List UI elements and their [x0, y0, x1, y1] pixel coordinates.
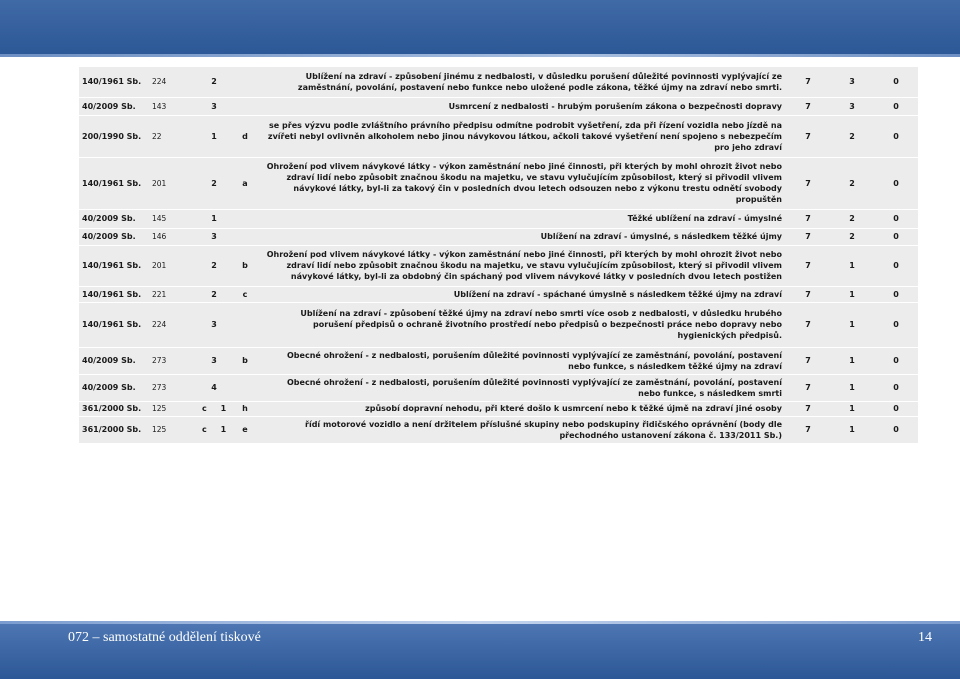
cell-letter: [228, 67, 262, 97]
cell-value-a: 7: [786, 286, 830, 302]
footer-label: 072 – samostatné oddělení tiskové: [68, 630, 261, 645]
page-number: 14: [918, 630, 932, 645]
cell-value-c: 0: [874, 374, 918, 401]
cell-section: 273: [150, 347, 200, 374]
cell-paragraph: 2: [200, 245, 228, 286]
cell-value-b: 1: [830, 347, 874, 374]
cell-value-b: 1: [830, 416, 874, 443]
cell-paragraph: 4: [200, 374, 228, 401]
cell-value-a: 7: [786, 245, 830, 286]
cell-letter: [228, 374, 262, 401]
cell-description: řídí motorové vozidlo a není držitelem příslušné skupiny nebo podskupiny řidičského oprávnění (body dle přechodného ustanovení zákona č. 133/2011 Sb.): [262, 416, 786, 443]
cell-paragraph: c 1: [200, 416, 228, 443]
cell-description: Ublížení na zdraví - způsobení těžké újmy na zdraví nebo smrti více osob z nedbalosti, v důsledku hrubého porušení předpisů o ochraně životního prostředí nebo předpisů o bezpečnosti práce nebo dopravy nebo hygienických předpisů.: [262, 302, 786, 347]
cell-letter: d: [228, 115, 262, 157]
cell-paragraph: 2: [200, 67, 228, 97]
cell-law: 140/1961 Sb.: [79, 67, 150, 97]
cell-letter: b: [228, 245, 262, 286]
cell-letter: [228, 209, 262, 228]
cell-law: 200/1990 Sb.: [79, 115, 150, 157]
cell-description: Obecné ohrožení - z nedbalosti, porušením důležité povinnosti vyplývající ze zaměstnání, povolání, postavení nebo funkce, s následkem smrti: [262, 374, 786, 401]
table-row: [79, 245, 918, 286]
cell-value-c: 0: [874, 302, 918, 347]
cell-letter: [228, 228, 262, 245]
cell-section: 146: [150, 228, 200, 245]
cell-value-c: 0: [874, 157, 918, 209]
offense-table: [79, 67, 918, 444]
cell-section: 125: [150, 416, 200, 443]
cell-law: 140/1961 Sb.: [79, 302, 150, 347]
cell-value-a: 7: [786, 115, 830, 157]
cell-value-a: 7: [786, 374, 830, 401]
cell-value-c: 0: [874, 286, 918, 302]
cell-law: 40/2009 Sb.: [79, 209, 150, 228]
cell-section: 143: [150, 97, 200, 115]
cell-value-a: 7: [786, 209, 830, 228]
table-row: [79, 97, 918, 115]
cell-value-c: 0: [874, 67, 918, 97]
cell-description: Ublížení na zdraví - způsobení jinému z nedbalosti, v důsledku porušení důležité povinnosti vyplývající ze zaměstnání, povolání, postavení nebo funkce nebo uložené podle zákona, těžké újmy na zdraví nebo smrti.: [262, 67, 786, 97]
cell-value-a: 7: [786, 416, 830, 443]
cell-paragraph: 1: [200, 209, 228, 228]
cell-description: Ohrožení pod vlivem návykové látky - výkon zaměstnání nebo jiné činnosti, při kterých by mohl ohrozit život nebo zdraví lidí nebo způsobit značnou škodu na majetku, ve stavu vylučujícím způsobilost, který si přivodil vlivem návykové látky, byl-li za takový čin v posledních dvou letech odsouzen nebo z výkonu trestu odnětí svobody propuštěn: [262, 157, 786, 209]
cell-value-c: 0: [874, 115, 918, 157]
cell-paragraph: 3: [200, 302, 228, 347]
cell-description: Usmrcení z nedbalosti - hrubým porušením zákona o bezpečnosti dopravy: [262, 97, 786, 115]
cell-value-b: 2: [830, 157, 874, 209]
cell-description: Obecné ohrožení - z nedbalosti, porušením důležité povinnosti vyplývající ze zaměstnání, povolání, postavení nebo funkce, s následkem těžké újmy na zdraví: [262, 347, 786, 374]
cell-section: 273: [150, 374, 200, 401]
cell-value-c: 0: [874, 401, 918, 416]
cell-letter: c: [228, 286, 262, 302]
cell-law: 361/2000 Sb.: [79, 401, 150, 416]
cell-value-c: 0: [874, 97, 918, 115]
cell-law: 40/2009 Sb.: [79, 228, 150, 245]
cell-law: 40/2009 Sb.: [79, 97, 150, 115]
cell-value-c: 0: [874, 209, 918, 228]
cell-letter: e: [228, 416, 262, 443]
cell-value-b: 2: [830, 115, 874, 157]
cell-value-b: 2: [830, 209, 874, 228]
cell-paragraph: 3: [200, 97, 228, 115]
cell-value-b: 3: [830, 97, 874, 115]
cell-description: Ohrožení pod vlivem návykové látky - výkon zaměstnání nebo jiné činnosti, při kterých by mohl ohrozit život nebo zdraví lidí nebo způsobit značnou škodu na majetku, ve stavu vylučujícím způsobilost, který si přivodil vlivem návykové látky, byl-li za obdobný čin spáchaný pod vlivem návykové látky v posledních dvou letech postižen: [262, 245, 786, 286]
cell-value-a: 7: [786, 347, 830, 374]
cell-value-a: 7: [786, 228, 830, 245]
cell-value-a: 7: [786, 67, 830, 97]
cell-value-b: 1: [830, 286, 874, 302]
cell-value-a: 7: [786, 97, 830, 115]
cell-value-b: 2: [830, 228, 874, 245]
table-row: [79, 416, 918, 443]
table-row: [79, 157, 918, 209]
cell-value-c: 0: [874, 416, 918, 443]
cell-value-a: 7: [786, 302, 830, 347]
cell-letter: [228, 97, 262, 115]
table-row: [79, 67, 918, 97]
cell-law: 140/1961 Sb.: [79, 157, 150, 209]
cell-value-a: 7: [786, 401, 830, 416]
cell-paragraph: c 1: [200, 401, 228, 416]
cell-section: 201: [150, 245, 200, 286]
cell-letter: [228, 302, 262, 347]
cell-value-b: 1: [830, 374, 874, 401]
table-row: [79, 209, 918, 228]
cell-value-b: 3: [830, 67, 874, 97]
cell-section: 145: [150, 209, 200, 228]
table-row: [79, 374, 918, 401]
table-row: [79, 228, 918, 245]
cell-letter: b: [228, 347, 262, 374]
cell-letter: a: [228, 157, 262, 209]
cell-section: 224: [150, 67, 200, 97]
cell-law: 40/2009 Sb.: [79, 374, 150, 401]
cell-paragraph: 2: [200, 286, 228, 302]
cell-law: 361/2000 Sb.: [79, 416, 150, 443]
cell-value-c: 0: [874, 347, 918, 374]
cell-paragraph: 3: [200, 347, 228, 374]
cell-value-c: 0: [874, 245, 918, 286]
cell-section: 221: [150, 286, 200, 302]
cell-section: 125: [150, 401, 200, 416]
cell-value-c: 0: [874, 228, 918, 245]
cell-letter: h: [228, 401, 262, 416]
cell-description: způsobí dopravní nehodu, při které došlo k usmrcení nebo k těžké újmě na zdraví jiné osoby: [262, 401, 786, 416]
cell-value-a: 7: [786, 157, 830, 209]
cell-value-b: 1: [830, 245, 874, 286]
cell-paragraph: 3: [200, 228, 228, 245]
cell-description: Ublížení na zdraví - úmyslné, s následkem těžké újmy: [262, 228, 786, 245]
table-row: [79, 115, 918, 157]
table-row: [79, 302, 918, 347]
cell-section: 22: [150, 115, 200, 157]
cell-paragraph: 1: [200, 115, 228, 157]
table-row: [79, 401, 918, 416]
table-row: [79, 286, 918, 302]
cell-section: 224: [150, 302, 200, 347]
cell-section: 201: [150, 157, 200, 209]
cell-law: 140/1961 Sb.: [79, 286, 150, 302]
cell-description: Těžké ublížení na zdraví - úmyslné: [262, 209, 786, 228]
cell-value-b: 1: [830, 401, 874, 416]
table-row: [79, 347, 918, 374]
cell-description: Ublížení na zdraví - spáchané úmyslně s následkem těžké újmy na zdraví: [262, 286, 786, 302]
cell-law: 140/1961 Sb.: [79, 245, 150, 286]
header-band: [0, 0, 960, 57]
cell-paragraph: 2: [200, 157, 228, 209]
cell-value-b: 1: [830, 302, 874, 347]
cell-description: se přes výzvu podle zvláštního právního předpisu odmítne podrobit vyšetření, zda při řízení vozidla nebo jízdě na zvířeti nebyl ovlivněn alkoholem nebo jinou návykovou látkou, ačkoli takové vyšetření není spojeno s nebezpečím pro jeho zdraví: [262, 115, 786, 157]
cell-law: 40/2009 Sb.: [79, 347, 150, 374]
